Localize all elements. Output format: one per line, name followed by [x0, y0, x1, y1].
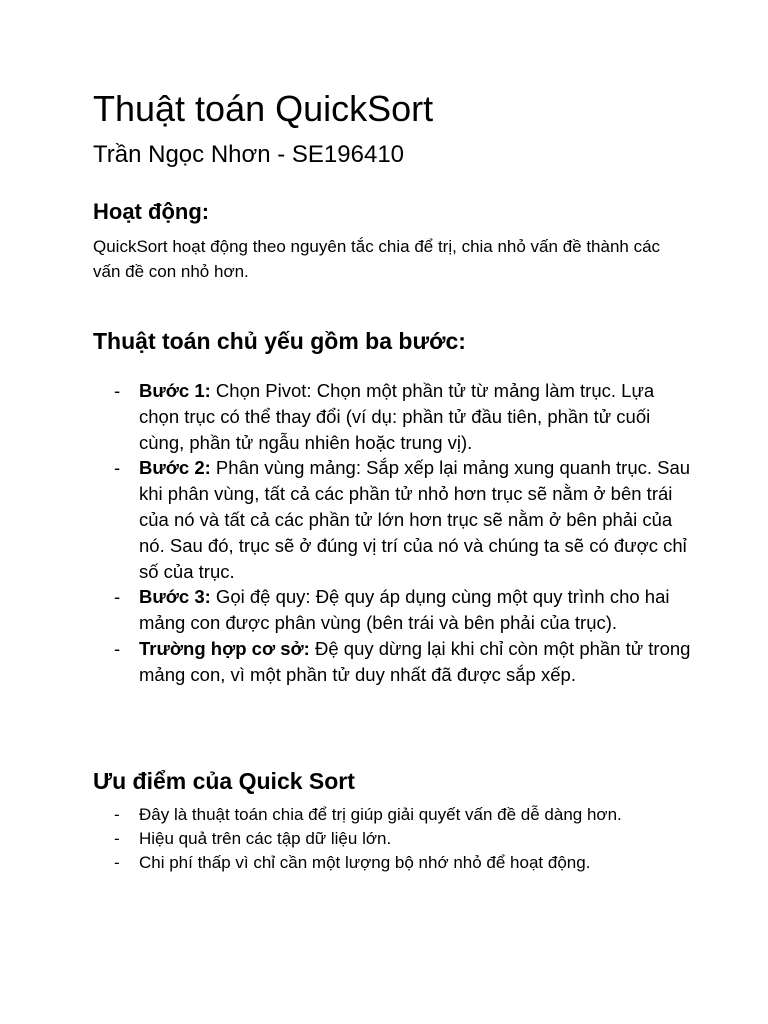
list-item-advantage-1 — [93, 803, 693, 827]
advantage-text: Chi phí thấp vì chỉ cần một lượng bộ nhớ nhỏ để hoạt động. — [139, 853, 591, 873]
step-label: Bước 3: — [139, 586, 211, 608]
list-marker: - — [114, 380, 121, 401]
list-item-step-3 — [93, 584, 693, 636]
list-marker: - — [114, 457, 121, 479]
list-marker: - — [114, 805, 120, 824]
advantages-list — [93, 803, 693, 876]
list-item-advantage-2 — [93, 827, 693, 851]
list-item-step-2 — [93, 455, 693, 584]
step-text: Phân vùng mảng: Sắp xếp lại mảng xung quanh trục. Sau khi phân vùng, tất cả các phần tử nhỏ hơn trục sẽ nằm ở bên trái của nó và tất cả các phần tử lớn hơn trục sẽ nằm ở bên phải của nó. Sau đó, trục sẽ ở đúng vị trí của nó và chúng ta sẽ có được chỉ số của trục. — [139, 457, 691, 582]
list-item-advantage-3 — [93, 851, 693, 875]
document-subtitle: Trần Ngọc Nhơn - SE196410 — [93, 141, 405, 168]
step-text: Đệ quy dừng lại khi chỉ còn một phần tử trong mảng con, vì một phần tử duy nhất đã được sắp xếp. — [139, 637, 691, 685]
steps-list — [93, 378, 693, 688]
heading-operation: Hoạt động: — [93, 199, 210, 224]
heading-steps: Thuật toán chủ yếu gồm ba bước: — [93, 328, 466, 354]
list-marker: - — [114, 637, 121, 659]
list-item-step-1 — [93, 378, 693, 455]
step-text: Chọn Pivot: Chọn một phần tử từ mảng làm trục. Lựa chọn trục có thể thay đổi (ví dụ: phần tử đầu tiên, phần tử cuối cùng, phần tử ngẫu nhiên hoặc trung vị). — [139, 380, 655, 453]
paragraph-operation: QuickSort hoạt động theo nguyên tắc chia để trị, chia nhỏ vấn đề thành các vấn đề con nhỏ hơn. — [93, 237, 661, 281]
advantage-text: Đây là thuật toán chia để trị giúp giải quyết vấn đề dễ dàng hơn. — [139, 805, 622, 824]
step-label: Bước 1: — [139, 380, 211, 401]
document-title: Thuật toán QuickSort — [93, 88, 434, 129]
advantage-text: Hiệu quả trên các tập dữ liệu lớn. — [139, 829, 392, 849]
step-label: Bước 2: — [139, 457, 211, 479]
list-marker: - — [114, 829, 120, 849]
list-marker: - — [114, 586, 121, 608]
heading-advantages: Ưu điểm của Quick Sort — [93, 768, 355, 794]
list-marker: - — [114, 853, 120, 873]
step-text: Gọi đệ quy: Đệ quy áp dụng cùng một quy trình cho hai mảng con được phân vùng (bên trái và bên phải của trục). — [139, 586, 670, 634]
step-label: Trường hợp cơ sở: — [139, 637, 310, 659]
list-item-base-case — [93, 636, 693, 688]
